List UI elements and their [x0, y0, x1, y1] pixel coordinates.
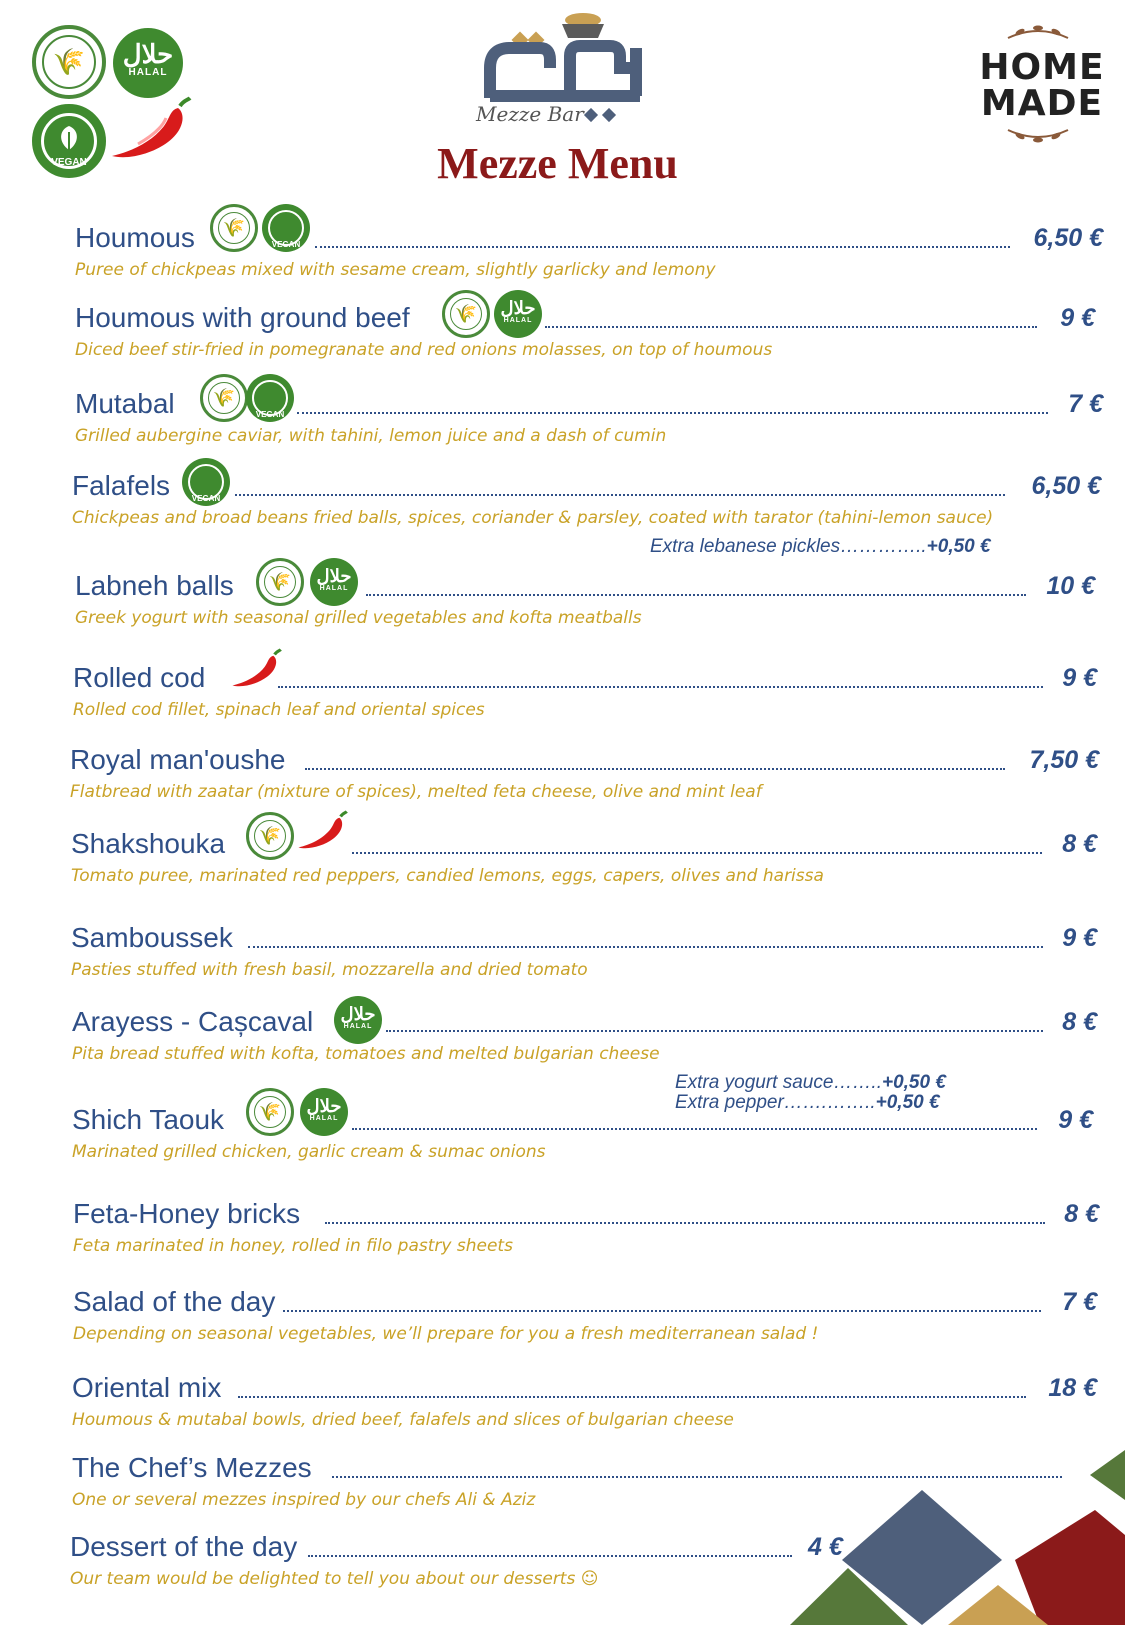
halal-icon: حلال HALAL	[334, 996, 382, 1044]
halal-icon: حلال HALAL	[310, 558, 358, 606]
halal-icon: حلال HALAL	[300, 1088, 348, 1136]
gluten-free-badge	[32, 25, 106, 99]
halal-icon: حلال HALAL	[494, 290, 542, 338]
halal-badge: حلال HALAL	[113, 28, 183, 98]
home-made-badge: HOME MADE	[968, 22, 1116, 152]
item-description: Puree of chickpeas mixed with sesame cream, slightly garlicky and lemony	[75, 260, 716, 280]
vegan-icon: VEGAN	[246, 374, 294, 422]
extra-option: Extra yogurt sauce……..+0,50 €	[675, 1072, 946, 1093]
extra-option: Extra lebanese pickles…………..+0,50 €	[650, 536, 991, 557]
wheat-branch-icon	[998, 124, 1078, 146]
page-title: Mezze Menu	[437, 139, 678, 188]
vegan-icon: VEGAN	[262, 204, 310, 252]
diamond-decor-icon	[580, 108, 630, 124]
chili-pepper-icon	[230, 648, 282, 692]
gluten-free-icon: 🌾	[246, 1088, 294, 1136]
wheat-branch-icon	[998, 22, 1078, 44]
wheat-icon: 🌾	[52, 46, 86, 77]
extra-option: Extra pepper…….……..+0,50 €	[675, 1092, 940, 1113]
gluten-free-icon: 🌾	[442, 290, 490, 338]
item-price: 6,50 €	[1033, 224, 1103, 252]
logo-icon	[480, 8, 660, 108]
logo-subtitle: Mezze Bar	[476, 102, 584, 126]
restaurant-logo	[476, 8, 660, 128]
gluten-free-icon: 🌾	[256, 558, 304, 606]
vegan-badge: VEGAN	[32, 104, 106, 178]
item-name: Houmous	[75, 222, 195, 253]
gluten-free-icon: 🌾	[246, 812, 294, 860]
chili-pepper-icon	[296, 810, 348, 854]
gluten-free-icon: 🌾	[210, 204, 258, 252]
decorative-diamonds	[790, 1450, 1125, 1625]
vegan-icon: VEGAN	[182, 458, 230, 506]
gluten-free-icon: 🌾	[200, 374, 248, 422]
